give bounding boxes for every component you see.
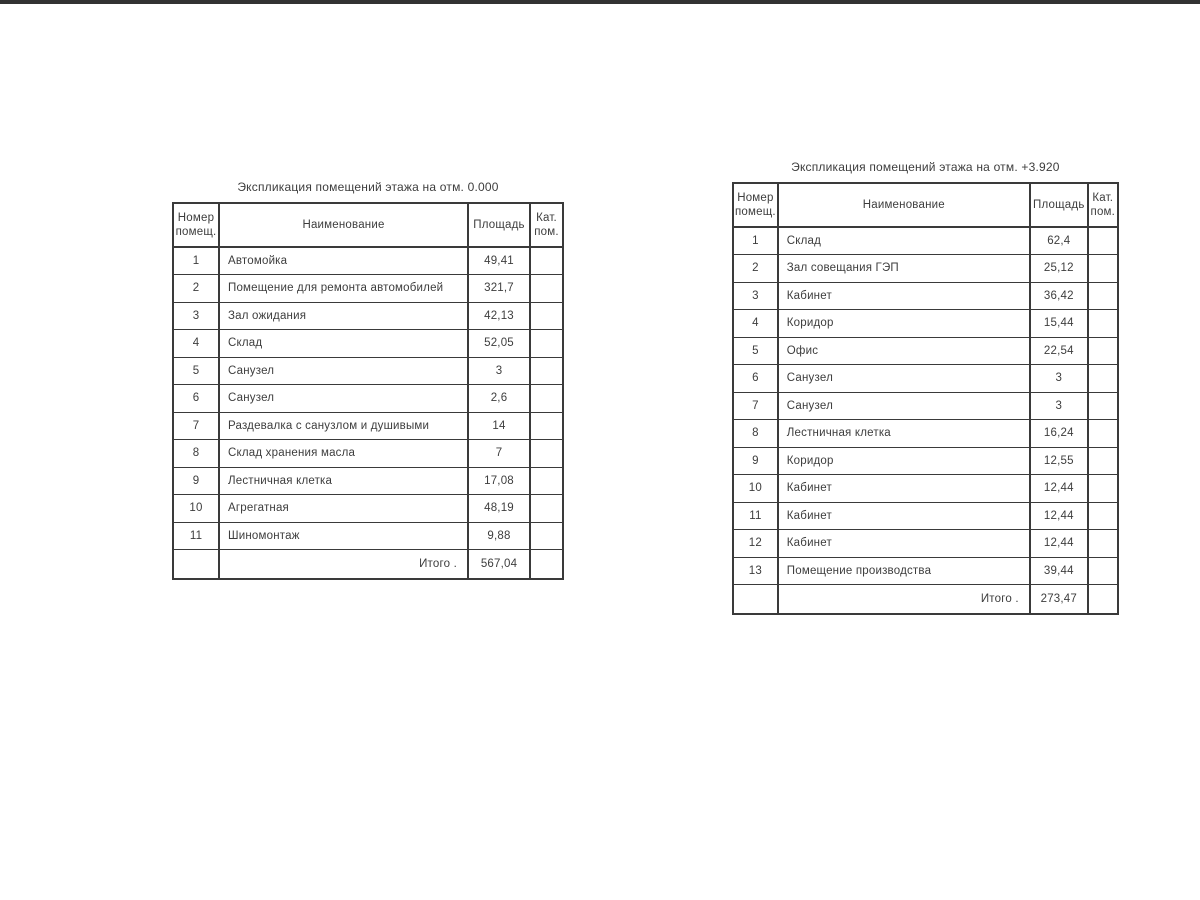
room-category (1088, 337, 1118, 365)
room-number: 9 (733, 447, 778, 475)
room-area: 49,41 (468, 247, 530, 275)
col-header-room-name: Наименование (219, 203, 468, 247)
room-area: 12,44 (1030, 530, 1088, 558)
table-row (173, 495, 563, 523)
room-number: 4 (733, 310, 778, 338)
header-row (733, 183, 1118, 227)
total-label: Итого . (778, 585, 1030, 614)
table-row (733, 227, 1118, 255)
col-header-room-number: Номер помещ. (733, 183, 778, 227)
room-area: 15,44 (1030, 310, 1088, 338)
table-row (733, 447, 1118, 475)
room-category (530, 412, 563, 440)
room-category (530, 247, 563, 275)
room-area: 3 (1030, 365, 1088, 393)
room-number: 9 (173, 467, 219, 495)
table-row (733, 475, 1118, 503)
table-row (733, 365, 1118, 393)
room-name: Склад (219, 330, 468, 358)
table-row (733, 557, 1118, 585)
room-number: 10 (173, 495, 219, 523)
total-row (173, 550, 563, 579)
table-row (173, 412, 563, 440)
table-row (733, 420, 1118, 448)
room-area: 25,12 (1030, 255, 1088, 283)
room-number: 12 (733, 530, 778, 558)
room-name: Агрегатная (219, 495, 468, 523)
total-value: 273,47 (1030, 585, 1088, 614)
table-row (733, 502, 1118, 530)
room-name: Лестничная клетка (219, 467, 468, 495)
explication-table-elev-0000 (172, 180, 564, 580)
col-header-room-name: Наименование (778, 183, 1030, 227)
table-row (173, 440, 563, 468)
room-name: Лестничная клетка (778, 420, 1030, 448)
room-area: 16,24 (1030, 420, 1088, 448)
room-number: 3 (173, 302, 219, 330)
room-category (1088, 502, 1118, 530)
table-title: Экспликация помещений этажа на отм. +3.920 (791, 160, 1060, 174)
room-area: 39,44 (1030, 557, 1088, 585)
rooms-table (732, 182, 1119, 615)
table-row (173, 247, 563, 275)
table-row (733, 530, 1118, 558)
top-edge-bar (0, 0, 1200, 4)
room-area: 42,13 (468, 302, 530, 330)
room-area: 3 (468, 357, 530, 385)
explication-table-elev-3920 (732, 160, 1119, 615)
room-area: 48,19 (468, 495, 530, 523)
table-row (733, 310, 1118, 338)
room-area: 7 (468, 440, 530, 468)
table-row (733, 255, 1118, 283)
room-name: Помещение производства (778, 557, 1030, 585)
col-header-category: Кат. пом. (530, 203, 563, 247)
room-name: Санузел (219, 357, 468, 385)
room-name: Кабинет (778, 475, 1030, 503)
room-name: Автомойка (219, 247, 468, 275)
total-row-category-cell (530, 550, 563, 579)
room-number: 7 (733, 392, 778, 420)
room-category (530, 495, 563, 523)
room-number: 1 (173, 247, 219, 275)
table-row (733, 392, 1118, 420)
room-number: 2 (173, 275, 219, 303)
room-number: 5 (733, 337, 778, 365)
room-number: 6 (733, 365, 778, 393)
table-row (173, 275, 563, 303)
room-category (530, 302, 563, 330)
room-name: Санузел (778, 365, 1030, 393)
room-name: Санузел (219, 385, 468, 413)
room-name: Зал ожидания (219, 302, 468, 330)
col-header-category: Кат. пом. (1088, 183, 1118, 227)
room-number: 13 (733, 557, 778, 585)
table-row (733, 337, 1118, 365)
room-category (1088, 420, 1118, 448)
table-title: Экспликация помещений этажа на отм. 0.000 (237, 180, 499, 194)
room-number: 8 (733, 420, 778, 448)
room-category (530, 385, 563, 413)
total-row (733, 585, 1118, 614)
room-number: 10 (733, 475, 778, 503)
table-row (173, 302, 563, 330)
room-area: 321,7 (468, 275, 530, 303)
room-number: 5 (173, 357, 219, 385)
room-category (530, 330, 563, 358)
room-name: Кабинет (778, 282, 1030, 310)
room-name: Кабинет (778, 502, 1030, 530)
total-row-category-cell (1088, 585, 1118, 614)
room-number: 2 (733, 255, 778, 283)
col-header-area: Площадь (468, 203, 530, 247)
header-row (173, 203, 563, 247)
table-row (173, 385, 563, 413)
room-area: 12,55 (1030, 447, 1088, 475)
table-row (733, 282, 1118, 310)
room-category (530, 522, 563, 550)
room-number: 7 (173, 412, 219, 440)
table-row (173, 357, 563, 385)
room-category (1088, 475, 1118, 503)
room-number: 3 (733, 282, 778, 310)
room-category (1088, 365, 1118, 393)
room-name: Санузел (778, 392, 1030, 420)
room-name: Коридор (778, 447, 1030, 475)
room-name: Офис (778, 337, 1030, 365)
room-name: Шиномонтаж (219, 522, 468, 550)
room-category (1088, 227, 1118, 255)
room-category (530, 275, 563, 303)
total-label: Итого . (219, 550, 468, 579)
room-name: Склад хранения масла (219, 440, 468, 468)
room-area: 9,88 (468, 522, 530, 550)
room-number: 8 (173, 440, 219, 468)
room-area: 2,6 (468, 385, 530, 413)
room-number: 6 (173, 385, 219, 413)
room-name: Коридор (778, 310, 1030, 338)
room-category (1088, 530, 1118, 558)
room-area: 36,42 (1030, 282, 1088, 310)
room-area: 62,4 (1030, 227, 1088, 255)
total-row-number-cell (173, 550, 219, 579)
room-area: 12,44 (1030, 475, 1088, 503)
table-row (173, 330, 563, 358)
total-row-number-cell (733, 585, 778, 614)
room-area: 3 (1030, 392, 1088, 420)
table-row (173, 522, 563, 550)
room-category (1088, 557, 1118, 585)
room-name: Кабинет (778, 530, 1030, 558)
room-area: 14 (468, 412, 530, 440)
room-category (1088, 282, 1118, 310)
room-name: Зал совещания ГЭП (778, 255, 1030, 283)
room-category (1088, 447, 1118, 475)
room-number: 11 (733, 502, 778, 530)
room-category (530, 440, 563, 468)
room-category (530, 357, 563, 385)
table-row (173, 467, 563, 495)
room-name: Помещение для ремонта автомобилей (219, 275, 468, 303)
room-number: 4 (173, 330, 219, 358)
room-number: 1 (733, 227, 778, 255)
col-header-room-number: Номер помещ. (173, 203, 219, 247)
room-category (1088, 392, 1118, 420)
room-category (1088, 255, 1118, 283)
room-area: 12,44 (1030, 502, 1088, 530)
room-area: 52,05 (468, 330, 530, 358)
total-value: 567,04 (468, 550, 530, 579)
room-area: 17,08 (468, 467, 530, 495)
rooms-table (172, 202, 564, 580)
room-category (1088, 310, 1118, 338)
room-number: 11 (173, 522, 219, 550)
room-area: 22,54 (1030, 337, 1088, 365)
room-name: Раздевалка с санузлом и душивыми (219, 412, 468, 440)
col-header-area: Площадь (1030, 183, 1088, 227)
room-name: Склад (778, 227, 1030, 255)
room-category (530, 467, 563, 495)
